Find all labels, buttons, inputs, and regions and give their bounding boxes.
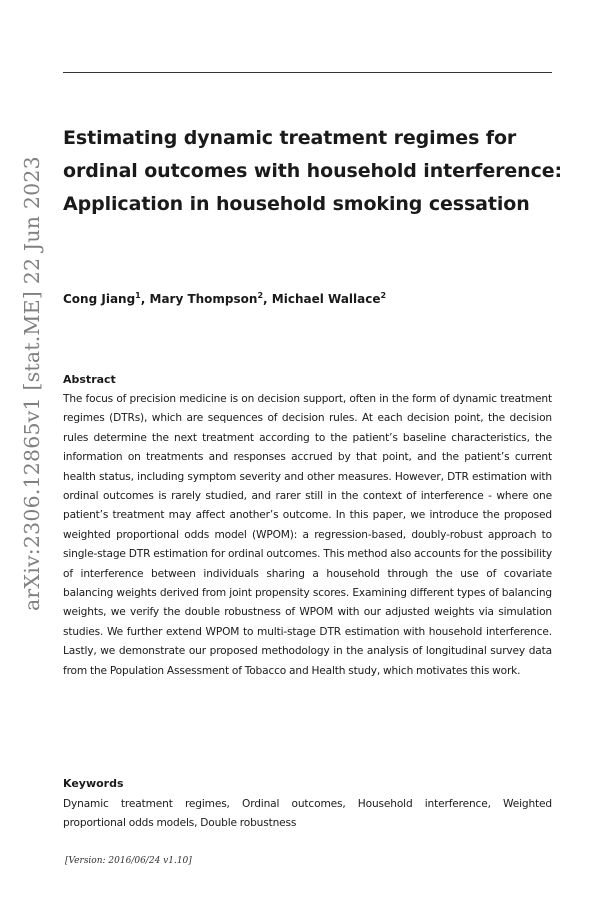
author-list: Cong Jiang$^1$, Mary Thompson$^2$, Michael Wallace$^2$ — [63, 291, 387, 306]
author-name: Cong Jiang — [63, 292, 136, 306]
author-name: Michael Wallace — [271, 292, 381, 306]
header-rule — [63, 72, 552, 73]
author-affiliation-mark: 2 — [257, 291, 264, 300]
arxiv-identifier-stamp: arXiv:2306.12865v1 [stat.ME] 22 Jun 2023 — [20, 156, 44, 611]
abstract-heading: Abstract — [63, 373, 116, 386]
abstract-text: The focus of precision medicine is on decision support, often in the form of dynamic treatment regimes (DTRs), which are sequences of decision rules. At each decision point, the decision rules determine the next treatment according to the patient’s baseline characteristics, the information on treatments and responses accrued by that point, and the patient’s current health status, including symptom severity and other measures. However, DTR estimation with ordinal outcomes is rarely studied, and rarer still in the context of interference - where one patient’s treatment may affect another’s outcome. In this paper, we introduce the proposed weighted proportional odds model (WPOM): a regression-based, doubly-robust approach to single-stage DTR estimation for ordinal outcomes. This method also accounts for the possibility of interference between individuals sharing a household through the use of covariate balancing weights derived from joint propensity scores. Examining different types of balancing weights, we verify the double robustness of WPOM with our adjusted weights via simulation studies. We further extend WPOM to multi-stage DTR estimation with household interference. Lastly, we demonstrate our proposed methodology in the analysis of longitudinal survey data from the Population Assessment of Tobacco and Health study, which motivates this work. — [63, 393, 552, 677]
keywords-heading: Keywords — [63, 777, 124, 790]
version-note: [Version: 2016/06/24 v1.10] — [65, 856, 192, 866]
author-affiliation-mark: 2 — [380, 291, 387, 300]
keywords-text: Dynamic treatment regimes, Ordinal outcomes, Household interference, Weighted proportional odds models, Double robustness — [63, 798, 552, 830]
author-affiliation-mark: 1 — [135, 291, 141, 300]
author-name: Mary Thompson — [149, 292, 258, 306]
paper-title: Estimating dynamic treatment regimes for ordinal outcomes with household interference: Application in household smoking cessation — [63, 127, 563, 215]
